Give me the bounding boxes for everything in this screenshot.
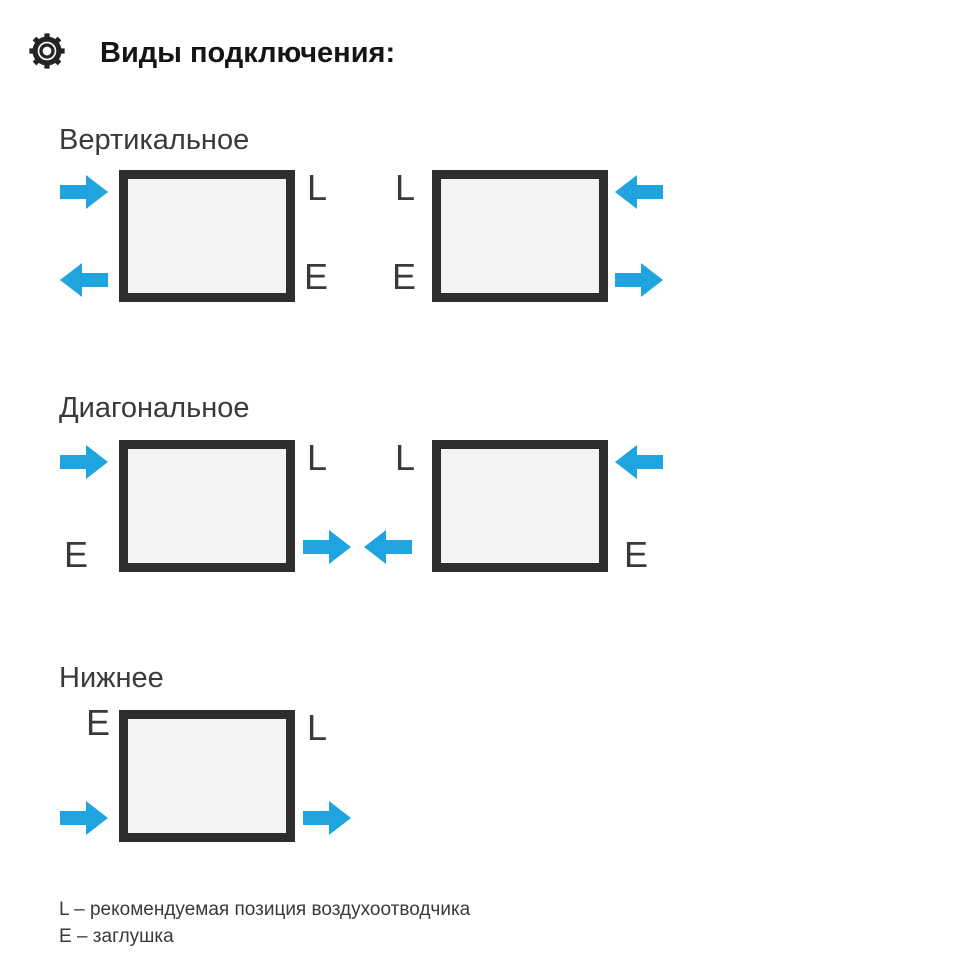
plug-label: E — [392, 256, 417, 297]
arrow-right-icon — [60, 798, 108, 838]
legend-line-plug: E – заглушка — [59, 926, 174, 947]
page-title: Виды подключения: — [100, 37, 396, 69]
radiator-rect — [119, 710, 295, 842]
vent-label: L — [307, 167, 328, 208]
legend-line-vent: L – рекомендуемая позиция воздухоотводчика — [59, 899, 471, 920]
legend — [59, 896, 470, 950]
arrow-left-icon — [615, 442, 663, 482]
arrow-right-icon — [303, 798, 351, 838]
vent-label: L — [395, 437, 416, 478]
radiator-rect — [432, 440, 608, 572]
arrow-left-icon — [60, 260, 108, 300]
arrow-right-icon — [615, 260, 663, 300]
arrow-left-icon — [364, 527, 412, 567]
arrow-right-icon — [60, 172, 108, 212]
gear-icon — [27, 31, 67, 71]
plug-label: E — [304, 256, 329, 297]
section-title: Вертикальное — [59, 124, 250, 156]
arrow-right-icon — [60, 442, 108, 482]
radiator-rect — [119, 170, 295, 302]
vent-label: L — [307, 707, 328, 748]
plug-label: E — [86, 702, 111, 743]
vent-label: L — [307, 437, 328, 478]
radiator-rect — [119, 440, 295, 572]
section-title: Диагональное — [59, 392, 250, 424]
arrow-right-icon — [303, 527, 351, 567]
arrow-left-icon — [615, 172, 663, 212]
section-title: Нижнее — [59, 662, 164, 694]
plug-label: E — [624, 534, 649, 575]
plug-label: E — [64, 534, 89, 575]
radiator-rect — [432, 170, 608, 302]
vent-label: L — [395, 167, 416, 208]
